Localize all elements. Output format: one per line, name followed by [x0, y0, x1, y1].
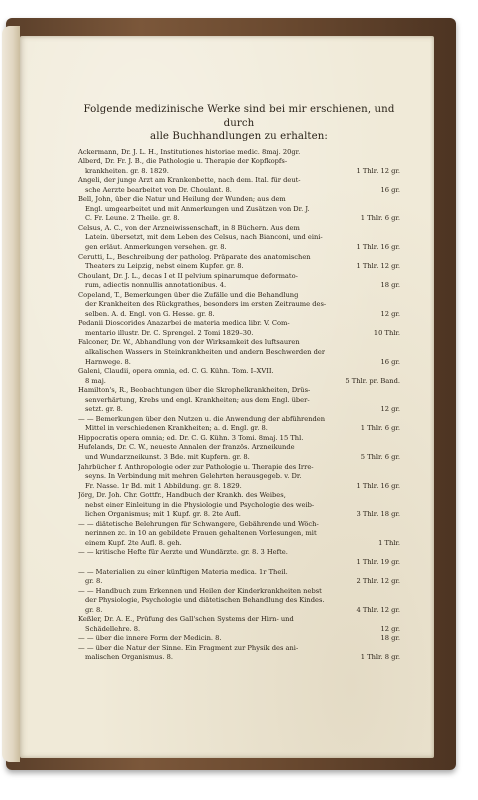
entry-text: rum, adiectis nonnullis annotationibus. 4. — [85, 281, 227, 290]
entry-price — [396, 396, 400, 406]
entry-price: 16 gr. — [380, 185, 400, 194]
entry-line — [78, 472, 400, 482]
entry-text: der Krankheiten des Rückgrathes, besonders im ersten Zeitraume des- — [85, 300, 327, 309]
advertisement-text — [78, 103, 400, 663]
entry-price: 18 gr. — [380, 281, 400, 290]
entry-line — [78, 377, 400, 387]
entry-price — [396, 443, 400, 453]
catalog-entry — [78, 272, 400, 291]
entry-line — [78, 463, 400, 473]
entry-line — [78, 338, 400, 348]
entry-text: C. Fr. Leune. 2 Theile. gr. 8. — [85, 214, 180, 223]
entry-price — [396, 224, 400, 234]
entry-line — [78, 157, 400, 167]
entry-text: Copeland, T., Bemerkungen über die Zufälle und die Behandlung — [78, 290, 299, 299]
entry-text: Jörg, Dr. Joh. Chr. Gottfr., Handbuch der Krankh. des Weibes, — [78, 491, 286, 500]
entry-text: Ackermann, Dr. J. L. H., Institutiones historiae medic. 8maj. 20gr. — [78, 147, 301, 156]
entry-line — [78, 291, 400, 301]
entry-line — [78, 224, 400, 234]
entry-price — [396, 472, 400, 482]
entry-price: 1 Thlr. 12 gr. — [356, 262, 400, 271]
catalog-entry — [78, 291, 400, 320]
entry-line — [78, 396, 400, 406]
catalog-entry — [78, 195, 400, 224]
entry-price — [396, 300, 400, 310]
entry-line — [78, 596, 400, 606]
entry-line — [78, 558, 400, 568]
catalog-entry — [78, 568, 400, 587]
entry-text: lichen Organismus; mit 1 Kupf. gr. 8. 2te Aufl. — [85, 510, 241, 519]
catalog-entries — [78, 148, 400, 664]
entry-price — [396, 195, 400, 205]
entry-line — [78, 539, 400, 549]
entry-line — [78, 577, 400, 587]
entry-text: Jahrbücher f. Anthropologie oder zur Pathologie u. Therapie des Irre- — [78, 462, 314, 471]
entry-line — [78, 501, 400, 511]
entry-line — [78, 262, 400, 272]
entry-price: 10 Thlr. — [373, 328, 400, 337]
entry-price: 5 Thlr. 6 gr. — [360, 453, 400, 461]
entry-line — [78, 148, 400, 158]
entry-text: gr. 8. — [85, 605, 103, 614]
entry-line — [78, 348, 400, 358]
entry-text: — — Bemerkungen über den Nutzen u. die Anwendung der abführenden — [78, 414, 326, 423]
entry-line — [78, 434, 400, 444]
entry-text: Engl. umgearbeitet und mit Anmerkungen und Zusätzen von Dr. J. — [85, 204, 310, 213]
entry-text: Falconer, Dr. W., Abhandlung von der Wirksamkeit des luftsauren — [78, 338, 300, 347]
entry-price: 3 Thlr. 18 gr. — [356, 510, 400, 519]
catalog-entry — [78, 615, 400, 634]
entry-price — [396, 568, 400, 578]
entry-price: 1 Thlr. 6 gr. — [360, 424, 400, 433]
book-page — [20, 36, 434, 758]
entry-price: 4 Thlr. 12 gr. — [356, 605, 400, 614]
entry-line — [78, 233, 400, 243]
entry-price: 12 gr. — [380, 624, 400, 633]
entry-text: gr. 8. — [85, 577, 103, 586]
entry-line — [78, 214, 400, 224]
entry-text: der Physiologie, Psychologie und diätetischen Behandlung des Kindes. — [85, 596, 325, 605]
entry-line — [78, 386, 400, 396]
catalog-entry — [78, 148, 400, 158]
entry-price: 5 Thlr. pr. Band. — [345, 376, 400, 385]
entry-text: Pedanii Dioscorides Anazarbei de materia medica libr. V. Com- — [78, 319, 290, 328]
entry-text: nebst einer Einleitung in die Physiologie und Psychologie des weib- — [85, 500, 315, 509]
entry-text: gen erläut. Anmerkungen versehen. gr. 8. — [85, 242, 227, 251]
entry-text: — — diätetische Belehrungen für Schwangere, Gebährende und Wöch- — [78, 519, 319, 528]
catalog-entry — [78, 520, 400, 549]
entry-line — [78, 176, 400, 186]
entry-text: selben. A. d. Engl. von G. Hesse. gr. 8. — [85, 309, 215, 318]
entry-text: Angeli, der junge Arzt am Krankenbette, nach dem. Ital. für deut- — [78, 176, 301, 185]
catalog-entry — [78, 319, 400, 338]
entry-price — [396, 463, 400, 473]
catalog-entry — [78, 587, 400, 616]
entry-text: malischen Organismus. 8. — [85, 653, 174, 662]
entry-line — [78, 634, 400, 644]
entry-text: Latein. übersetzt, mit dem Leben des Celsus, nach Bianconi, und eini- — [85, 233, 323, 242]
entry-price — [396, 587, 400, 597]
entry-price — [396, 319, 400, 329]
entry-text: — — über die innere Form der Medicin. 8. — [78, 634, 222, 643]
catalog-entry — [78, 644, 400, 663]
entry-price: 16 gr. — [380, 357, 400, 366]
entry-line — [78, 415, 400, 425]
entry-line — [78, 300, 400, 310]
entry-text: 8 maj. — [85, 376, 106, 385]
entry-text: Fr. Nasse. 1r Bd. mit 1 Abbildung. gr. 8. 1829. — [85, 481, 242, 490]
entry-text: Theaters zu Leipzig, nebst einem Kupfer. gr. 8. — [85, 262, 244, 271]
entry-price — [396, 253, 400, 263]
entry-price — [396, 491, 400, 501]
entry-price — [396, 434, 400, 444]
catalog-entry — [78, 634, 400, 644]
catalog-entry — [78, 463, 400, 492]
entry-price: 1 Thlr. 12 gr. — [356, 166, 400, 175]
entry-price: 1 Thlr. 6 gr. — [360, 214, 400, 223]
entry-text: Harnwege. 8. — [85, 357, 131, 366]
entry-price — [396, 596, 400, 606]
entry-text: Cerutti, L., Beschreibung der patholog. Präparate des anatomischen — [78, 252, 311, 261]
entry-text: nerinnen zc. in 10 an gebildete Frauen gehaltenen Vorlesungen, mit — [85, 529, 317, 538]
entry-text: setzt. gr. 8. — [85, 405, 123, 414]
catalog-entry — [78, 338, 400, 367]
entry-price — [396, 520, 400, 530]
entry-text: einem Kupf. 2te Aufl. 8. geh. — [85, 538, 182, 547]
entry-line — [78, 243, 400, 253]
catalog-entry — [78, 176, 400, 195]
entry-text: — — Materialien zu einer künftigen Materia medica. 1r Theil. — [78, 567, 288, 576]
entry-price: 18 gr. — [380, 634, 400, 643]
entry-price — [396, 291, 400, 301]
entry-text: — — kritische Hefte für Aerzte und Wundärzte. gr. 8. 3 Hefte. — [78, 548, 288, 557]
catalog-entry — [78, 443, 400, 462]
page-edge — [2, 26, 20, 762]
entry-price — [396, 615, 400, 625]
entry-line — [78, 205, 400, 215]
entry-line — [78, 587, 400, 597]
entry-text: krankheiten. gr. 8. 1829. — [85, 166, 169, 175]
entry-line — [78, 405, 400, 415]
entry-text: senverhärtung, Krebs und engl. Krankheiten; aus dem Engl. über- — [85, 395, 310, 404]
entry-price: 2 Thlr. 12 gr. — [356, 577, 400, 586]
entry-price: 1 Thlr. 8 gr. — [360, 653, 400, 662]
entry-line — [78, 253, 400, 263]
entry-line — [78, 443, 400, 453]
entry-text: und Wundarzneikunst. 3 Bde. mit Kupfern. gr. 8. — [85, 453, 250, 461]
entry-text: — — über die Natur der Sinne. Ein Fragment zur Physik des ani- — [78, 643, 299, 652]
entry-line — [78, 568, 400, 578]
entry-text: Hippocratis opera omnia; ed. Dr. C. G. Kühn. 3 Tomi. 8maj. 15 Thl. — [78, 433, 304, 442]
entry-line — [78, 520, 400, 530]
entry-price: 1 Thlr. 19 gr. — [356, 558, 400, 567]
entry-price — [396, 386, 400, 396]
catalog-entry — [78, 491, 400, 520]
entry-text: Galeni, Claudii, opera omnia, ed. C. G. Kühn. Tom. I–XVII. — [78, 367, 274, 376]
entry-text: Schädellehre. 8. — [85, 624, 141, 633]
entry-price — [396, 548, 400, 558]
entry-price — [396, 157, 400, 167]
entry-line — [78, 186, 400, 196]
entry-line — [78, 329, 400, 339]
catalog-entry — [78, 157, 400, 176]
entry-text: Alberd, Dr. Fr. J. B., die Pathologie u. Therapie der Kopfkopfs- — [78, 157, 288, 166]
catalog-entry — [78, 253, 400, 272]
entry-price — [396, 501, 400, 511]
entry-text: — — Handbuch zum Erkennen und Heilen der Kinderkrankheiten nebst — [78, 586, 322, 595]
catalog-entry — [78, 367, 400, 386]
entry-line — [78, 367, 400, 377]
entry-price — [396, 148, 400, 158]
entry-text: mentario illustr. Dr. C. Sprengel. 2 Tomi 1829–30. — [85, 328, 254, 337]
entry-text: sche Aerzte bearbeitet von Dr. Choulant. 8. — [85, 185, 232, 194]
entry-price — [396, 233, 400, 243]
entry-price — [396, 529, 400, 539]
entry-price — [396, 176, 400, 186]
entry-price: 12 gr. — [380, 405, 400, 414]
catalog-entry — [78, 224, 400, 253]
entry-text: Bell, John, über die Natur und Heilung der Wunden; aus dem — [78, 195, 286, 204]
entry-line — [78, 319, 400, 329]
entry-line — [78, 167, 400, 177]
entry-price — [396, 348, 400, 358]
entry-line — [78, 424, 400, 434]
entry-price — [396, 272, 400, 282]
entry-line — [78, 625, 400, 635]
heading-line-2: alle Buchhandlungen zu erhalten: — [150, 131, 328, 142]
entry-price: 1 Thlr. 16 gr. — [356, 481, 400, 490]
entry-line — [78, 653, 400, 663]
entry-text: Hufelands, Dr. C. W., neueste Annalen der französ. Arzneikunde — [78, 443, 295, 452]
entry-line — [78, 453, 400, 463]
page-heading — [78, 103, 400, 144]
catalog-entry — [78, 386, 400, 415]
entry-line — [78, 548, 400, 558]
entry-line — [78, 510, 400, 520]
entry-price: 1 Thlr. — [378, 538, 400, 547]
catalog-entry — [78, 548, 400, 567]
entry-price: 1 Thlr. 16 gr. — [356, 242, 400, 251]
entry-price — [396, 205, 400, 215]
entry-line — [78, 281, 400, 291]
entry-text: Celsus, A. C., von der Arzneiwissenschaft, in 8 Büchern. Aus dem — [78, 223, 300, 232]
entry-line — [78, 272, 400, 282]
entry-price — [396, 338, 400, 348]
entry-text: Hamilton's, R., Beobachtungen über die Skrophelkrankheiten, Drüs- — [78, 386, 311, 395]
heading-line-1: Folgende medizinische Werke sind bei mir erschienen, und durch — [83, 104, 395, 129]
entry-line — [78, 358, 400, 368]
entry-price — [396, 644, 400, 654]
entry-text: alkalischen Wassers in Steinkrankheiten und andern Beschwerden der — [85, 347, 326, 356]
entry-text: Keßler, Dr. A. E., Prüfung des Gall'schen Systems der Hirn- und — [78, 615, 294, 624]
entry-text: Choulant, Dr. J. L., decas I et II pelvium spinarumque deformato- — [78, 271, 298, 280]
entry-line — [78, 482, 400, 492]
catalog-entry — [78, 415, 400, 434]
entry-price — [396, 367, 400, 377]
entry-line — [78, 615, 400, 625]
catalog-entry — [78, 434, 400, 444]
entry-text: Mittel in verschiedenen Krankheiten; a. d. Engl. gr. 8. — [85, 424, 268, 433]
entry-line — [78, 606, 400, 616]
entry-line — [78, 529, 400, 539]
entry-price — [396, 415, 400, 425]
entry-price: 12 gr. — [380, 309, 400, 318]
entry-line — [78, 310, 400, 320]
entry-line — [78, 491, 400, 501]
entry-text: seyns. In Verbindung mit mehren Gelehrten herausgegeb. v. Dr. — [85, 472, 302, 481]
entry-line — [78, 644, 400, 654]
entry-line — [78, 195, 400, 205]
